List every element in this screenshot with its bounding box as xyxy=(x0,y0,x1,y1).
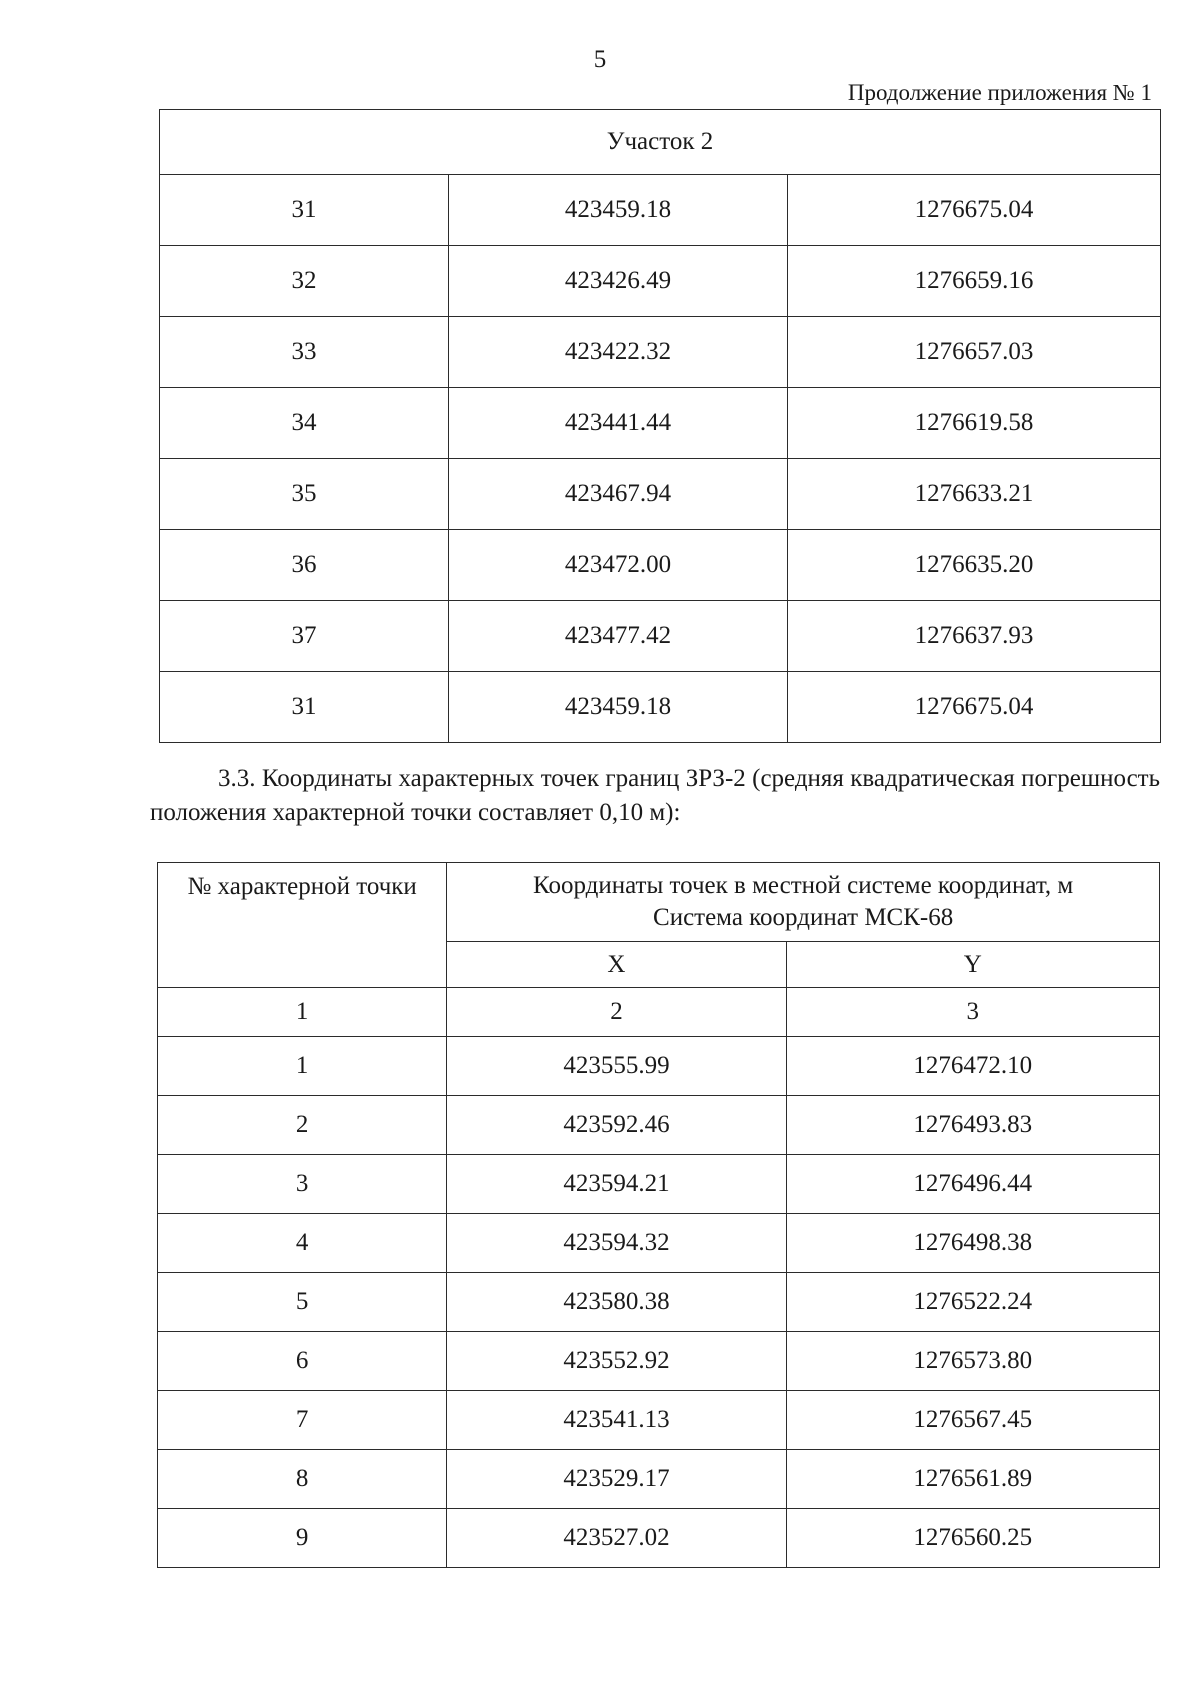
table-row xyxy=(160,530,1161,601)
coordinates-header-line2: Система координат МСК-68 xyxy=(653,904,954,931)
zrz2-coordinates-table xyxy=(157,862,1160,1568)
table-row xyxy=(160,175,1161,246)
column-number: 2 xyxy=(447,988,786,1037)
point-number-cell: 32 xyxy=(160,246,449,317)
table-row xyxy=(158,1450,1160,1509)
x-coordinate-cell: 423472.00 xyxy=(449,530,788,601)
point-number-cell: 2 xyxy=(158,1096,447,1155)
table-row xyxy=(160,388,1161,459)
x-coordinate-cell: 423477.42 xyxy=(449,601,788,672)
x-coordinate-cell: 423422.32 xyxy=(449,317,788,388)
x-coordinate-cell: 423552.92 xyxy=(447,1332,786,1391)
y-coordinate-cell: 1276560.25 xyxy=(786,1509,1159,1568)
point-number-cell: 37 xyxy=(160,601,449,672)
table-row xyxy=(158,1509,1160,1568)
table-row xyxy=(158,1155,1160,1214)
y-coordinate-cell: 1276522.24 xyxy=(786,1273,1159,1332)
y-coordinate-cell: 1276472.10 xyxy=(786,1037,1159,1096)
column-number: 3 xyxy=(786,988,1159,1037)
point-number-cell: 3 xyxy=(158,1155,447,1214)
plot-2-coordinates-table xyxy=(159,109,1161,743)
coordinates-header-line1: Координаты точек в местной системе координат, м xyxy=(533,872,1074,899)
point-number-cell: 34 xyxy=(160,388,449,459)
section-paragraph xyxy=(150,762,1160,830)
y-coordinate-cell: 1276561.89 xyxy=(786,1450,1159,1509)
point-number-cell: 36 xyxy=(160,530,449,601)
x-coordinate-cell: 423441.44 xyxy=(449,388,788,459)
point-number-cell: 31 xyxy=(160,672,449,743)
x-coordinate-cell: 423594.32 xyxy=(447,1214,786,1273)
point-number-cell: 9 xyxy=(158,1509,447,1568)
table-row xyxy=(160,317,1161,388)
y-coordinate-cell: 1276675.04 xyxy=(788,672,1161,743)
x-coordinate-cell: 423459.18 xyxy=(449,672,788,743)
y-coordinate-cell: 1276633.21 xyxy=(788,459,1161,530)
y-coordinate-cell: 1276496.44 xyxy=(786,1155,1159,1214)
x-coordinate-cell: 423555.99 xyxy=(447,1037,786,1096)
coordinates-header xyxy=(447,863,1160,942)
table-row xyxy=(160,459,1161,530)
point-number-cell: 4 xyxy=(158,1214,447,1273)
point-number-cell: 7 xyxy=(158,1391,447,1450)
y-coordinate-cell: 1276659.16 xyxy=(788,246,1161,317)
table-row xyxy=(158,1391,1160,1450)
table-row xyxy=(158,1096,1160,1155)
x-coordinate-cell: 423541.13 xyxy=(447,1391,786,1450)
table-row xyxy=(160,672,1161,743)
table-row xyxy=(158,1037,1160,1096)
point-number-cell: 6 xyxy=(158,1332,447,1391)
y-coordinate-cell: 1276657.03 xyxy=(788,317,1161,388)
y-header: Y xyxy=(786,942,1159,988)
column-number: 1 xyxy=(158,988,447,1037)
point-number-cell: 1 xyxy=(158,1037,447,1096)
table-row xyxy=(160,601,1161,672)
point-number-cell: 8 xyxy=(158,1450,447,1509)
y-coordinate-cell: 1276573.80 xyxy=(786,1332,1159,1391)
y-coordinate-cell: 1276567.45 xyxy=(786,1391,1159,1450)
y-coordinate-cell: 1276498.38 xyxy=(786,1214,1159,1273)
page-number: 5 xyxy=(593,46,607,73)
y-coordinate-cell: 1276675.04 xyxy=(788,175,1161,246)
y-coordinate-cell: 1276493.83 xyxy=(786,1096,1159,1155)
point-number-cell: 5 xyxy=(158,1273,447,1332)
table-row xyxy=(158,1332,1160,1391)
y-coordinate-cell: 1276635.20 xyxy=(788,530,1161,601)
x-coordinate-cell: 423459.18 xyxy=(449,175,788,246)
table-row xyxy=(160,246,1161,317)
table-title: Участок 2 xyxy=(160,110,1161,175)
x-coordinate-cell: 423580.38 xyxy=(447,1273,786,1332)
section-text: 3.3. Координаты характерных точек границ ЗРЗ-2 (средняя квадратическая погрешность положения характерной точки составляет 0,10 м): xyxy=(150,765,1160,826)
y-coordinate-cell: 1276619.58 xyxy=(788,388,1161,459)
x-coordinate-cell: 423426.49 xyxy=(449,246,788,317)
point-number-header: № характерной точки xyxy=(158,863,447,988)
x-coordinate-cell: 423594.21 xyxy=(447,1155,786,1214)
point-number-cell: 33 xyxy=(160,317,449,388)
x-header: X xyxy=(447,942,786,988)
table-row xyxy=(158,1214,1160,1273)
table-row xyxy=(158,1273,1160,1332)
point-number-cell: 35 xyxy=(160,459,449,530)
x-coordinate-cell: 423592.46 xyxy=(447,1096,786,1155)
x-coordinate-cell: 423529.17 xyxy=(447,1450,786,1509)
x-coordinate-cell: 423527.02 xyxy=(447,1509,786,1568)
x-coordinate-cell: 423467.94 xyxy=(449,459,788,530)
point-number-cell: 31 xyxy=(160,175,449,246)
continuation-note: Продолжение приложения № 1 xyxy=(847,80,1152,105)
y-coordinate-cell: 1276637.93 xyxy=(788,601,1161,672)
